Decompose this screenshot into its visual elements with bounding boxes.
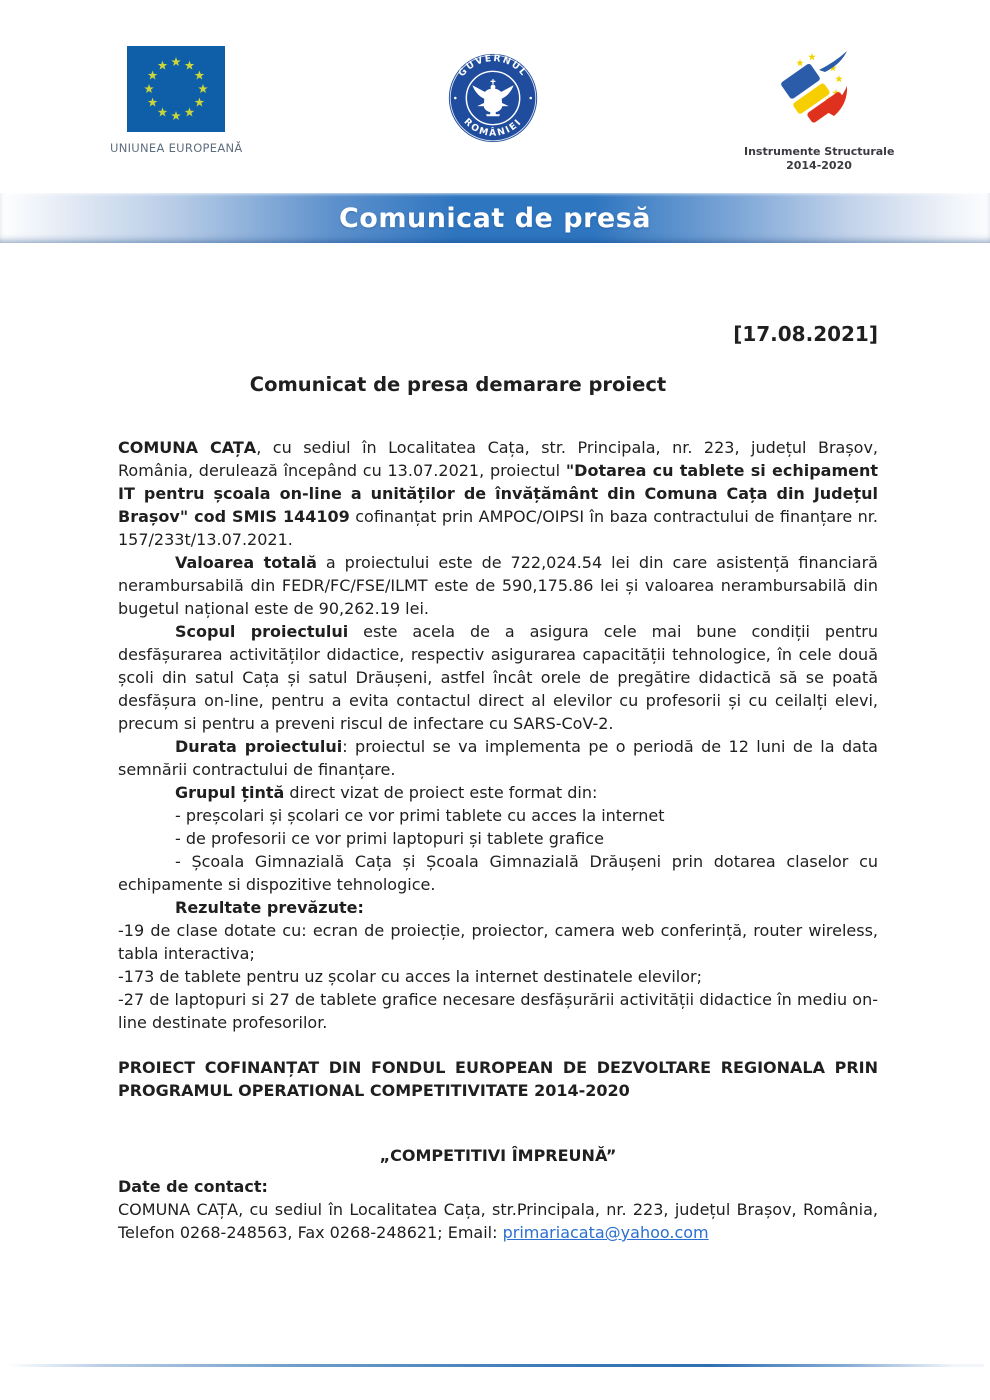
text: Rezultate prevăzute: [175,898,364,917]
document-title: Comunicat de presa demarare proiect [249,373,667,396]
text: -19 de clase dotate cu: ecran de proiecție, proiector, camera web conferință, router wireless, tabla interactiva; [118,921,878,963]
bold-text: Valoarea totală [175,553,317,572]
header-logos [110,46,894,174]
results-item-1 [118,919,878,965]
bold-text: Scopul proiectului [175,622,349,641]
email-link[interactable]: primariacata@yahoo.com [502,1223,709,1242]
text: direct vizat de proiect este format din: [284,783,598,802]
bold-text: "Dotarea cu tablete si echipament IT pentru școala on-line a unităților de învățământ din Comuna Cața din Județul Brașov" cod SMIS 144109 [118,461,879,526]
results-heading [118,896,878,919]
bold-text: COMUNA CAȚA [118,438,257,457]
text: Date de contact: [118,1177,268,1196]
instrumente-structurale-logo [744,48,894,174]
text: , cu sediul în Localitatea Cața, str. Principala, nr. 223, județul Brașov, România, derulează începând cu 13.07.2021, proiectul [118,438,879,480]
slogan [118,1144,878,1167]
project-duration-paragraph [118,735,878,781]
target-group-paragraph [118,781,878,804]
project-value-paragraph [118,551,878,620]
text: COMUNA CAȚA, cu sediul în Localitatea Cața, str.Principala, nr. 223, județul Brașov, România, Telefon 0268-248563, Fax 0268-248621; Email: [118,1200,878,1242]
text: cofinanțat prin AMPOC/OIPSI în baza contractului de finanțare nr. 157/233t/13.07.2021. [118,507,879,549]
press-banner [0,193,990,243]
cofinancing-statement [118,1056,878,1102]
contact-paragraph [118,1198,878,1244]
intro-paragraph [118,436,878,551]
release-date: [17.08.2021] [733,322,878,346]
text: este acela de a asigura cele mai bune condiții pentru desfășurarea activităților didactice, respectiv asigurarea capacității tehnologice, în cele două școli din satul Cața și satul Drăușeni, astfel încât orele de pregătire didactică să se poată desfășura on-line, pentru a evita contactul direct al elevilor cu profesorii și cu ceilalți elevi, precum si pentru a preveni riscul de infectare cu SARS-CoV-2. [118,622,879,733]
text: „COMPETITIVI ÎMPREUNĂ” [379,1146,617,1165]
text: - preșcolari și școlari ce vor primi tablete cu acces la internet [175,806,665,825]
text: - de profesorii ce vor primi laptopuri și tablete grafice [175,829,604,848]
body-paragraphs [118,436,878,1244]
results-item-3 [118,988,878,1034]
contact-heading [118,1175,878,1198]
text: -27 de laptopuri si 27 de tablete grafice necesare desfășurării activității didactice în mediu on-line destinate profesorilor. [118,990,878,1032]
eu-flag-logo [110,46,243,155]
results-item-2 [118,965,878,988]
instrumente-structurale-icon [767,48,871,140]
text: -173 de tablete pentru uz școlar cu acces la internet destinatele elevilor; [118,967,702,986]
target-group-item-1 [118,804,878,827]
gov-romania-seal [447,52,539,148]
gov-romania-seal-icon [447,52,539,144]
document-body [118,320,878,1244]
target-group-item-3 [118,850,878,896]
text: - Școala Gimnazială Cața și Școala Gimnazială Drăușeni prin dotarea claselor cu echipamente si dispozitive tehnologice. [118,852,878,894]
seal-top-text: GUVERNUL [456,52,530,80]
instrumente-structurale-caption: Instrumente Structurale 2014-2020 [744,145,895,173]
text: : proiectul se va implementa pe o periodă de 12 luni de la data semnării contractului de finanțare. [118,737,878,779]
target-group-item-2 [118,827,878,850]
eu-flag-caption: UNIUNEA EUROPEANĂ [110,141,243,155]
text: PROIECT COFINANȚAT DIN FONDUL EUROPEAN DE DEZVOLTARE REGIONALA PRIN PROGRAMUL OPERATIONAL COMPETITIVITATE 2014-2020 [118,1058,878,1100]
project-scope-paragraph [118,620,878,735]
banner-title: Comunicat de presă [338,202,651,234]
eu-flag-icon [127,46,225,132]
footer-divider [6,1364,984,1367]
text: a proiectului este de 722,024.54 lei din care asistență financiară nerambursabilă din FEDR/FC/FSE/ILMT este de 590,175.86 lei și valoarea nerambursabilă din bugetul național este de 90,262.19 lei. [118,553,878,618]
seal-bottom-text: ROMÂNIEI [461,116,525,139]
bold-text: Grupul țintă [175,783,285,802]
bold-text: Durata proiectului [175,737,343,756]
